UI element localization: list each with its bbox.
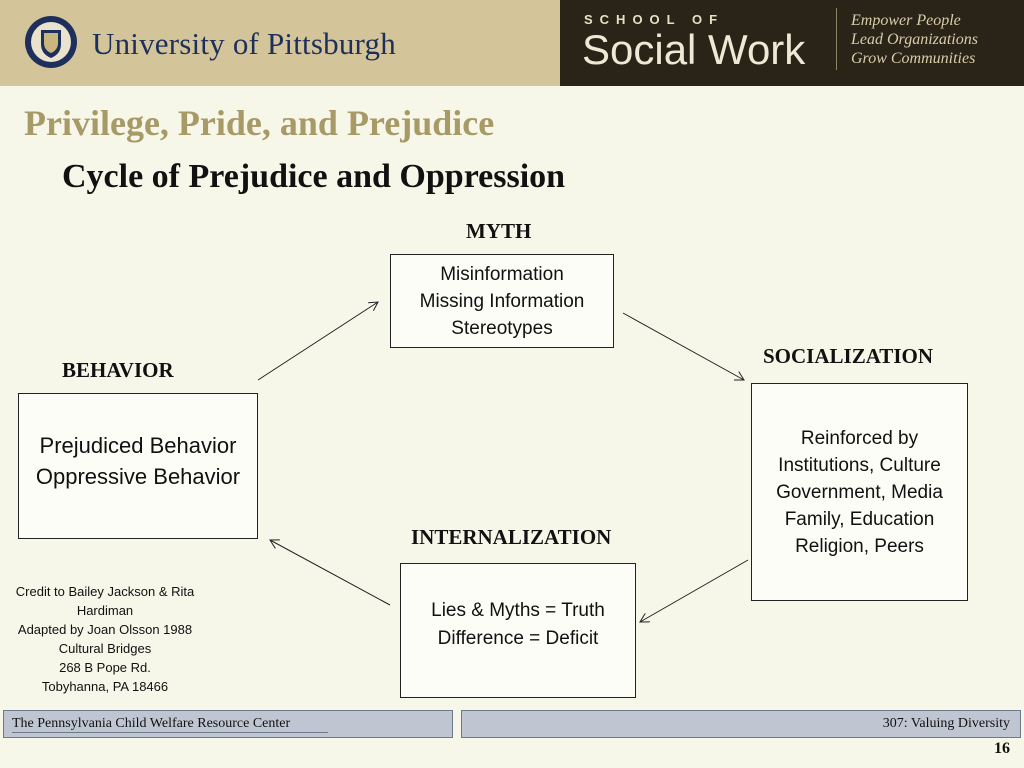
internalization-line: Lies & Myths = Truth [431,600,605,621]
footer-underline [12,732,328,733]
behavior-line: Prejudiced Behavior [39,433,237,458]
myth-line: Stereotypes [451,317,553,339]
arrow-internalization-to-behavior [270,540,390,605]
socialization-line: Reinforced by [800,427,919,449]
footer-course [461,710,1021,738]
university-name: University of Pittsburgh [92,26,396,61]
arrow-myth-to-socialization [623,313,744,380]
slide-title: Privilege, Pride, and Prejudice [24,103,495,143]
myth-line: Missing Information [419,290,585,312]
socialization-line: Institutions, Culture [778,454,941,476]
arrow-behavior-to-myth [258,302,378,380]
myth-label: MYTH [466,219,532,243]
tagline-grow: Grow Communities [851,50,976,67]
internalization-label: INTERNALIZATION [411,525,612,549]
footer-organization [3,710,453,738]
arrow-socialization-to-internalization [640,560,748,622]
credit-block [4,582,206,696]
school-of-label: SCHOOL OF [584,12,725,27]
credit-line: Cultural Bridges [58,641,152,656]
school-name: Social Work [582,26,806,73]
footer-course-text: 307: Valuing Diversity [882,716,1010,731]
socialization-label: SOCIALIZATION [763,344,933,368]
internalization-line: Difference = Deficit [437,628,599,649]
socialization-line: Government, Media [776,481,943,503]
tagline-lead: Lead Organizations [851,31,978,48]
credit-line: Credit to Bailey Jackson & Rita [15,584,195,599]
credit-line: Tobyhanna, PA 18466 [41,679,169,694]
internalization-box [400,563,636,698]
socialization-box [751,383,968,601]
behavior-label: BEHAVIOR [62,358,174,382]
myth-line: Misinformation [440,263,564,285]
myth-box [390,254,614,348]
slide-subtitle: Cycle of Prejudice and Oppression [62,158,566,195]
footer-organization-text: The Pennsylvania Child Welfare Resource Center [12,716,291,731]
credit-line: Adapted by Joan Olsson 1988 [17,622,193,637]
credit-line: 268 B Pope Rd. [59,660,151,675]
page-number: 16 [994,740,1010,757]
credit-line: Hardiman [76,603,134,618]
tagline-empower: Empower People [851,12,961,29]
socialization-line: Family, Education [784,508,935,530]
behavior-box [18,393,258,539]
socialization-line: Religion, Peers [795,535,924,557]
behavior-line: Oppressive Behavior [35,464,241,489]
